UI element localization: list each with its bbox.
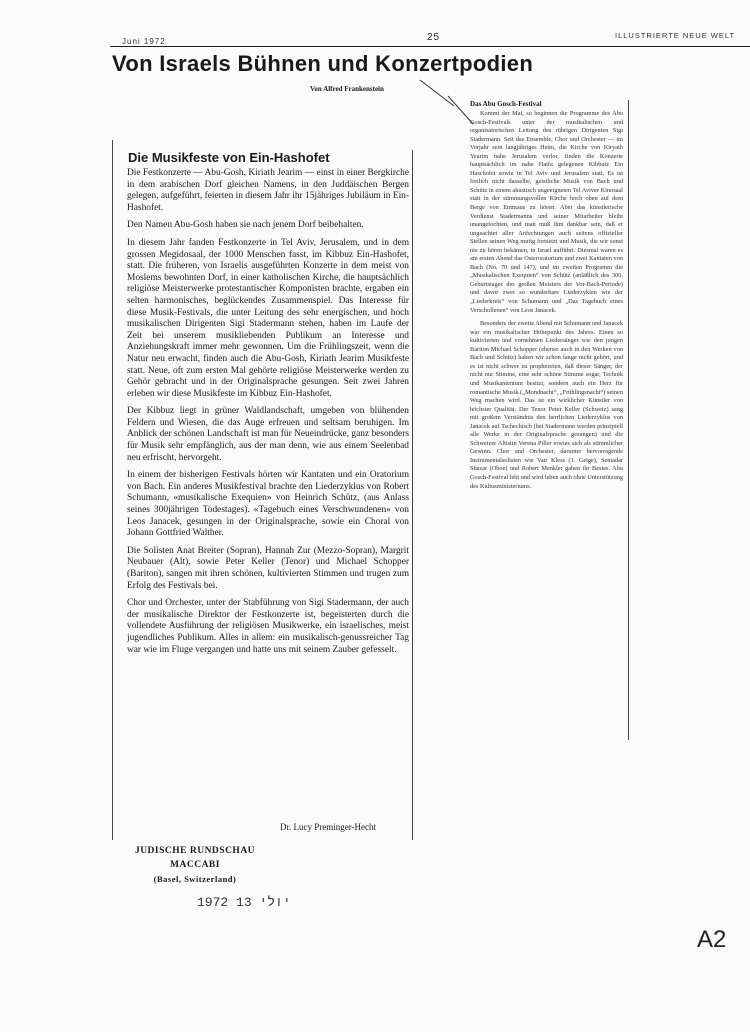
right-paragraph: Kommt der Mai, so beginnen die Programme des Abu Gosch-Festivals unter der musikalischen und organisatorischen Leitung des rührigen Dirigenten Sigi Stadermann. Seit das Ensemble, Chor und Orchester — im Vorjahr sein langjähriges Heim, die Kirche von Kiryath Yearim nahe Jerusalem verlor, finden die Konzerte hauptsächlich im nahe Haifa gelegenen Kibbutz Ein Haschofet sowie in Tel Aviv und Jerusalem statt. Es ist freilich nicht dasselbe, geistliche Musik von Bach und Schütz in einem akustisch ungeeigneten Tel Aviver Kinosaal statt in der stimmungsvollen Kirche hoch oben auf dem Berge von Emmaus zu hören. Aber das künstlerische Verdienst Stadermanns und seiner Mitarbeiter bleibt unangefochten, und man muß ihm dankbar sein, daß er ungeachtet aller Anfechtungen auch seitens offizieller Stellen seinen Weg mutig fortsetzt und Musik, die wir sonst nie zu hören bekämen, in Israel aufführt. Diesmal waren es am ersten Abend das Osteroratorium und zwei Kantaten von Bach (No. 70 und 147), und im zweiten Programm die „Musikalischen Exequien“ von Schütz (anläßlich des 300. Geburtstages des großen Meisters der Vor-Bach-Periode) und davor zwei so wunderbare Liederzyklen wie der „Liederkreis“ von Schumann und „Das Tagebuch eines Verschollenen“ von Leos Janacek. <box>470 110 623 314</box>
right-article-heading: Das Abu Gosch-Festival <box>470 100 542 108</box>
header-rule <box>110 46 750 47</box>
left-paragraph: Die Festkonzerte — Abu-Gosh, Kiriath Jearim — einst in einer Bergkirche in dem arabischen Dorf gleichen Namens, in den Juddäischen Bergen gelegen, aufgeführt, feierten in diesem Jahr ihr 15jähriges Jubiläum in Ein-Hashofet. <box>127 168 409 213</box>
left-paragraph: Den Namen Abu-Gosh haben sie nach jenem Dorf beibehalten. <box>127 220 364 231</box>
page-title: Von Israels Bühnen und Konzertpodien <box>112 51 534 76</box>
source-stamp <box>130 844 260 886</box>
source-line-1: JUDISCHE RUNDSCHAU <box>134 846 256 856</box>
right-article-body <box>470 110 623 496</box>
left-paragraph: Chor und Orchester, unter der Stabführung von Sigi Stadermann, der auch der musikalische Direktor der Festkonzerte ist, begeisterten durch die vollendete Ausführung der religiösen Musikwerke, ein israelisches, meist jugendliches Publikum. Alles in allem: ein musikalisch-genussreicher Tag war wie im Fluge vergangen und hatte uns mit seinem Zauber gefesselt. <box>127 598 409 655</box>
left-margin-line <box>112 140 113 840</box>
left-article-body <box>127 168 409 662</box>
left-article-heading: Die Musikfeste von Ein-Hashofet <box>128 150 330 165</box>
right-column-line <box>628 100 629 740</box>
pen-mark-icon <box>418 78 478 128</box>
header-page-number: 25 <box>427 32 441 43</box>
column-divider-line <box>412 150 413 840</box>
source-line-3: (Basel, Switzerland) <box>153 874 237 884</box>
left-paragraph: In einem der bisherigen Festivals hörten wir Kantaten und ein Oratorium von Bach. Ein anderes Musikfestival brachte den Liederzyklus von Robert Schumann, «musikalische Exequien» von Heinrich Schütz, (aus Anlass seines 300jährigen Todestages). «Tagebuch eines Verschwundenen» von Leos Janacek, gesungen in der Originalsprache, sowie ein Choral von Johann Gottfried Walther. <box>127 470 409 539</box>
left-paragraph: In diesem Jahr fanden Festkonzerte in Tel Aviv, Jerusalem, und in dem grossen Megidosaal, der 1000 Menschen fasst, im Kibbuz Ein-Hashofet, statt. Die früheren, von Israelis ausgeführten Konzerte in dem meist von Moslems bewohnten Dorf, in einer katholischen Kirche, die hauptsächlich religiöse Meisterwerke protestantischer Komponisten brachte, ergaben ein selten harmonisches, beglückendes Zusammenspiel. Das Interesse für diese Musik-Festivals, die unter Leitung des sehr energischen, und hoch musikalischen Dirigenten Sigi Stadermann stehen, haben im Laufe der Zeit bei unserem musikliebenden Publikum an Interesse und Anziehungskraft immer mehr gewonnen. Um die Frühlingszeit, wenn die Natur neu erwacht, finden auch die Abu-Gosh, Kiriath Jearim Musikfeste statt. Neue, oft zum ersten Mal gehörte religiöse Meisterwerke werden zu Gehör gebracht und in der Originalsprache gesungen. Seit zwei Jahren erleben wir diese Musikfeste im Kibbuz Ein-Hashofet. <box>127 237 409 399</box>
handwritten-reference: A2 <box>697 926 727 953</box>
byline: Von Alfred Frankenstein <box>310 85 384 93</box>
stamp-date: 1972 יולי 13 <box>197 895 291 910</box>
header-publication: ILLUSTRIERTE NEUE WELT <box>615 31 736 40</box>
header-date: Juni 1972 <box>122 37 166 46</box>
left-paragraph: Die Solisten Anat Breiter (Sopran), Hannah Zur (Mezzo-Sopran), Margrit Neubauer (Alt), sowie Peter Keller (Tenor) und Michael Schopper (Bariton), sangen mit ihren schönen, kultivierten Stimmen und trugen zum Erfolg des Festivals bei. <box>127 545 409 591</box>
article-signature: Dr. Lucy Preminger-Hecht <box>280 822 377 832</box>
source-line-2: MACCABI <box>170 860 220 870</box>
right-paragraph: Besonders der zweite Abend mit Schumann und Janacek war ein musikalischer Höhepunkt des Jahres. Einen so kultivierten und vornehmen Liedersänger wie den jungen Bariton Michael Schopper (ebenso auch in den Werken von Bach und Schütz) haben wir schon lange nicht gehört, und es ist nicht schwer zu prophezeien, daß dieser Sänger, der nicht nur Stimme, eine sehr schöne Stimme sogar, Technik und Musikantentum besitzt, sondern auch ein Herz für romantische Musik („Mondnacht“, „Frühlingsnacht“) seinen Weg machen wird. Das ist ein wirklicher Künstler von höchster Qualität. Der Tenor Peter Keller (Schweiz) sang mit großem Verständnis den herrlichen Liederzyklus von Janacek auf Tschechisch (bei Stadermann werden prinzipiell alle Werke in der Originalsprache gesungen) und die Schweizer Altistin Verena Piller erwies sich als stimmlicher Gewinn. Chor und Orchester, darunter hervorragende Instrumentalsolisten wie Vair Kless (1. Geige), Semadar Shazar (Oboe) und Robert Menkler gaben ihr Bestes. Abu Gosch-Festival lebt und wird leben auch ohne Unterstützung des Kultusministeriums. <box>470 320 624 490</box>
left-paragraph: Der Kibbuz liegt in grüner Waldlandschaft, umgeben von blühenden Feldern und Wiesen, die das Auge erfreuen und seltsam beruhigen. Im Anblick der schönen Landschaft ist man für Neueindrücke, ganz besonders für Musik sehr empfänglich, aus der man denn, wie aus einem Seelenbad neu erfrischt, hervorgeht. <box>127 406 409 463</box>
